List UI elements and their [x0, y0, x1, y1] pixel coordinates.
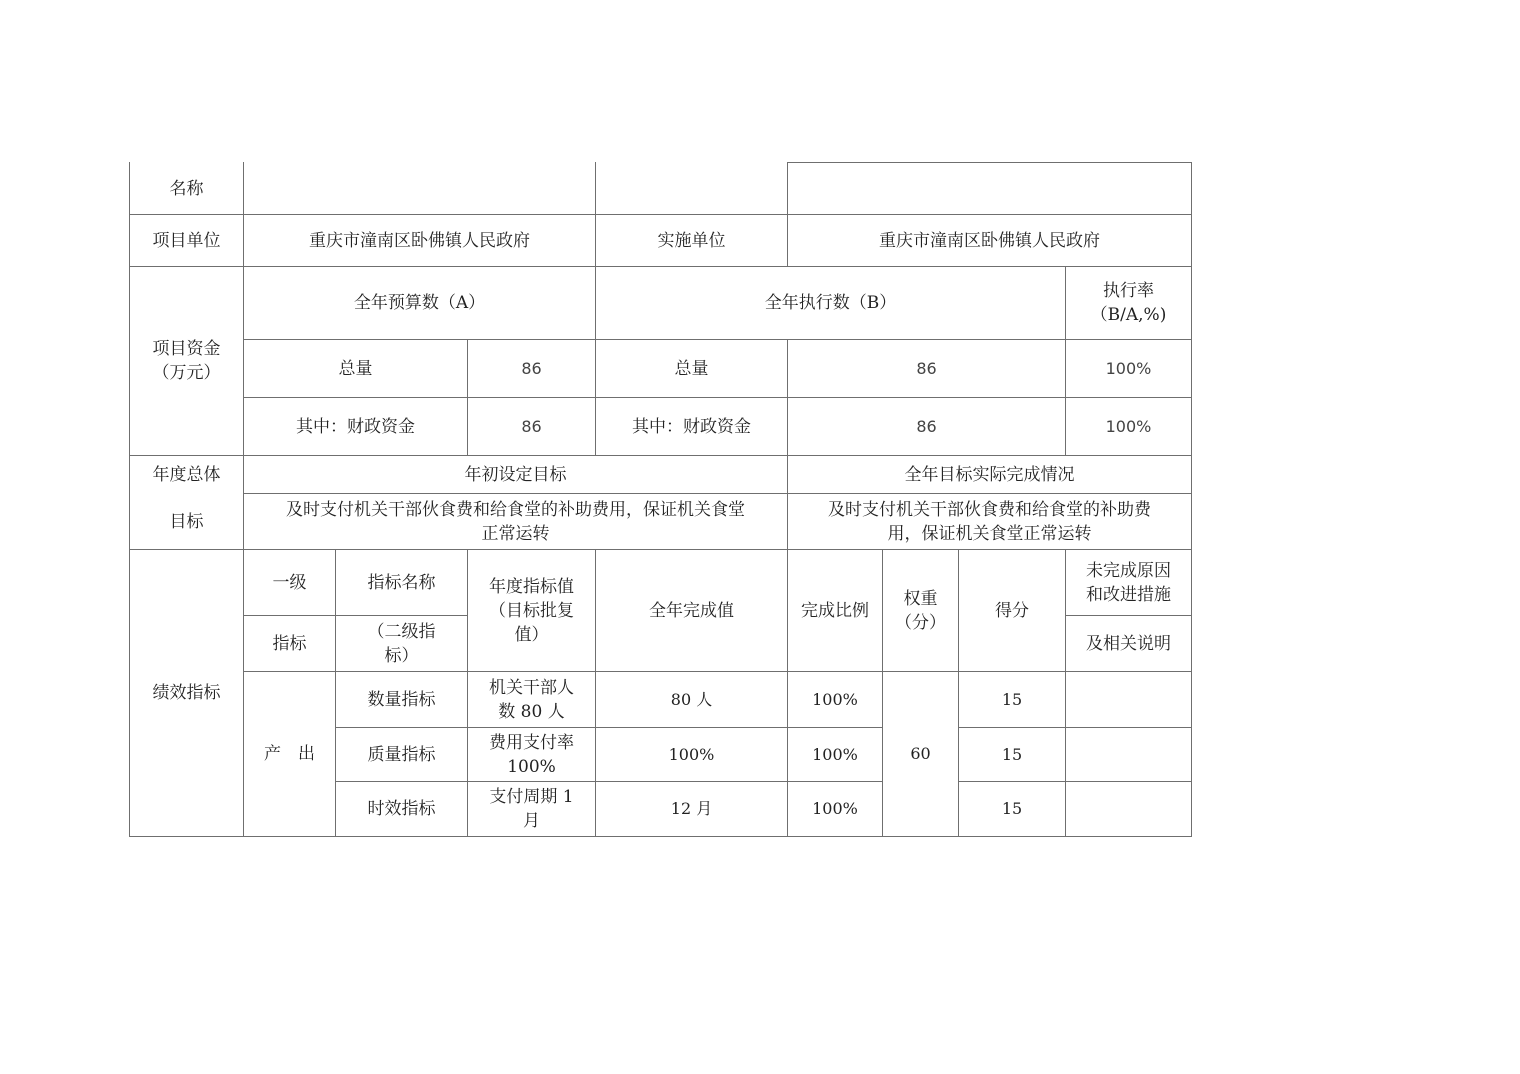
indicator-ratio: 100%: [812, 799, 858, 818]
output-category: 产 出: [264, 744, 315, 764]
level-one-header-2: 指标: [272, 633, 307, 654]
annual-goal-label-1: 年度总体: [152, 464, 221, 485]
execution-total-label: 总量: [674, 358, 709, 379]
name-label: 名称: [169, 178, 204, 199]
budget-total-value: 86: [521, 358, 542, 378]
initial-goal-text: 及时支付机关干部伙食费和给食堂的补助费用，保证机关食堂 正常运转: [286, 499, 745, 544]
indicator-target: 费用支付率 100%: [489, 732, 574, 777]
indicator-reason: [1066, 782, 1191, 836]
indicator-target: 支付周期 1 月: [489, 787, 574, 831]
target-value-header: 年度指标值 （目标批复 值）: [489, 576, 574, 645]
performance-indicator-label: 绩效指标: [152, 683, 221, 703]
budget-total-label: 总量: [338, 358, 373, 379]
project-unit-label: 项目单位: [152, 230, 221, 251]
reason-header-1: 未完成原因 和改进措施: [1086, 560, 1171, 605]
execution-total-rate: 100%: [1105, 358, 1152, 378]
budget-fiscal-value: 86: [521, 416, 542, 436]
indicator-completed: 12 月: [670, 799, 713, 818]
name-right-value: [788, 163, 1191, 214]
indicator-reason: [1066, 728, 1191, 781]
indicator-completed: 100%: [668, 744, 715, 764]
indicator-score: 15: [1001, 744, 1023, 764]
rule: [1191, 162, 1192, 837]
indicator-ratio: 100%: [812, 689, 858, 709]
indicator-completed: 80 人: [670, 689, 713, 709]
annual-goal-label-2: 目标: [169, 511, 204, 532]
actual-completion-text: 及时支付机关干部伙食费和给食堂的补助费 用，保证机关食堂正常运转: [828, 499, 1151, 544]
implementing-unit-label: 实施单位: [657, 230, 726, 251]
completion-ratio-header: 完成比例: [801, 600, 869, 621]
indicator-name: 时效指标: [367, 799, 436, 819]
execution-fiscal-label: 其中：财政资金: [632, 416, 751, 437]
execution-rate-header: 执行率 （B/A,%): [1090, 281, 1167, 325]
project-funds-label: 项目资金 （万元）: [152, 339, 221, 383]
initial-goal-header: 年初设定目标: [464, 464, 567, 485]
name-right-label: [596, 163, 787, 214]
completed-value-header: 全年完成值: [649, 600, 734, 621]
rule: [129, 836, 1192, 837]
level-one-header-1: 一级: [272, 572, 307, 593]
indicator-name-header-1: 指标名称: [367, 572, 436, 593]
indicator-score: 15: [1001, 689, 1023, 709]
execution-fiscal-value: 86: [916, 416, 937, 436]
indicator-ratio: 100%: [812, 744, 858, 764]
actual-completion-header: 全年目标实际完成情况: [904, 464, 1075, 485]
implementing-unit-value: 重庆市潼南区卧佛镇人民政府: [879, 230, 1100, 251]
budget-fiscal-label: 其中：财政资金: [296, 416, 415, 437]
execution-total-value: 86: [916, 358, 937, 378]
execution-header: 全年执行数（B）: [764, 293, 897, 313]
indicator-score: 15: [1001, 799, 1023, 818]
weight-header: 权重 （分）: [895, 588, 946, 633]
indicator-reason: [1066, 672, 1191, 727]
reason-header-2: 及相关说明: [1086, 633, 1171, 654]
indicator-name: 数量指标: [367, 689, 436, 710]
score-header: 得分: [995, 600, 1029, 621]
name-value: [244, 163, 595, 214]
indicator-name-header-2: （二级指 标）: [367, 621, 436, 666]
indicator-name: 质量指标: [367, 744, 436, 765]
execution-fiscal-rate: 100%: [1105, 416, 1152, 436]
project-unit-value: 重庆市潼南区卧佛镇人民政府: [309, 230, 530, 251]
budget-header: 全年预算数（A）: [353, 293, 486, 313]
indicator-target: 机关干部人 数 80 人: [489, 677, 574, 722]
weight-value: 60: [910, 744, 931, 763]
